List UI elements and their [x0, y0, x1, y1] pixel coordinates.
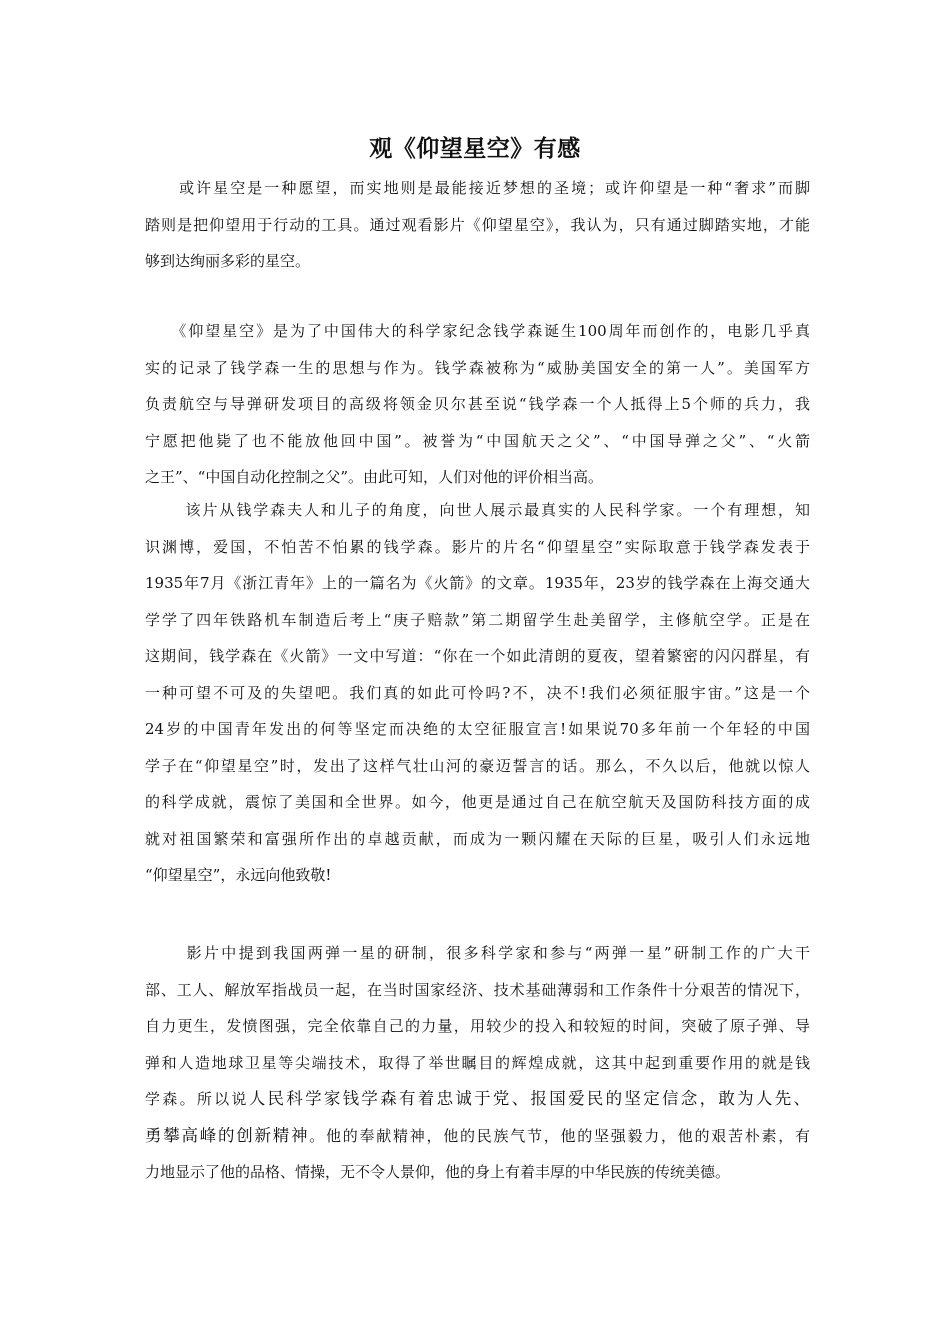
paragraph-line: 够到达绚丽多彩的星空。 [145, 252, 311, 270]
paragraph-line: 识渊博，爱国，不怕苦不怕累的钱学森。影片的片名“仰望星空”实际取意于钱学森发表于 [145, 537, 810, 556]
paragraph-line: 的科学成就，震惊了美国和全世界。如今，他更是通过自己在航空航天及国防科技方面的成 [145, 793, 810, 811]
paragraph-line: 一种可望不可及的失望吧。我们真的如此可怜吗?不，决不!我们必须征服宇宙。”这是一个 [145, 683, 810, 702]
paragraph-line: 该片从钱学森夫人和儿子的角度，向世人展示最真实的人民科学家。一个有理想，知 [145, 501, 810, 519]
paragraph-text: 。他的奉献精神，他的民族气节，他的坚强毅力，他的艰苦朴素，有 [309, 1126, 810, 1145]
paragraph-line: “仰望星空”，永远向他致敬! [145, 866, 332, 884]
paragraph-line: 学学了四年铁路机车制造后考上“庚子赔款”第二期留学生赴美留学，主修航空学。正是在 [145, 610, 810, 629]
paragraph-line: 《仰望星空》是为了中国伟大的科学家纪念钱学森诞生100周年而创作的，电影几乎真 [145, 322, 810, 340]
paragraph-2 [145, 313, 810, 496]
emphasized-text: 人民科学家钱学森有着忠诚于党、报国爱民的坚定信念，敢为人先、 [248, 1089, 810, 1108]
paragraph-line: 负责航空与导弹研发项目的高级将领金贝尔甚至说“钱学森一个人抵得上5个师的兵力，我 [145, 395, 810, 413]
paragraph-line-mixed [145, 1081, 810, 1118]
emphasized-text: 勇攀高峰的创新精神 [145, 1125, 310, 1145]
paragraph-line: 就对祖国繁荣和富强所作出的卓越贡献，而成为一颗闪耀在天际的巨星，吸引人们永远地 [145, 829, 810, 848]
paragraph-line-mixed [145, 1118, 810, 1155]
document-title: 观《仰望星空》有感 [369, 135, 581, 162]
paragraph-line: 弹和人造地球卫星等尖端技术，取得了举世瞩目的辉煌成就，这其中起到重要作用的就是钱 [145, 1053, 810, 1072]
paragraph-line: 24岁的中国青年发出的何等坚定而决绝的太空征服宣言!如果说70多年前一个年轻的中国 [145, 720, 810, 738]
paragraph-line: 自力更生，发愤图强，完全依靠自己的力量，用较少的投入和较短的时间，突破了原子弹、导 [145, 1017, 810, 1035]
paragraph-line: 踏则是把仰望用于行动的工具。通过观看影片《仰望星空》，我认为，只有通过脚踏实地，才能 [145, 215, 810, 234]
paragraph-line: 学子在“仰望星空”时，发出了这样气壮山河的豪迈誓言的话。那么，不久以后，他就以惊人 [145, 756, 810, 775]
paragraph-line: 这期间，钱学森在《火箭》一文中写道：“你在一个如此清朗的夏夜，望着繁密的闪闪群星，有 [145, 647, 810, 665]
paragraph-line: 部、工人、解放军指战员一起，在当时国家经济、技术基础薄弱和工作条件十分艰苦的情况下， [145, 980, 810, 999]
paragraph-line: 宁愿把他毙了也不能放他回中国”。被誉为“中国航天之父”、“中国导弹之父”、“火箭 [145, 431, 810, 450]
paragraph-line: 1935年7月《浙江青年》上的一篇名为《火箭》的文章。1935年，23岁的钱学森在上海交通大 [145, 574, 810, 592]
paragraph-line: 或许星空是一种愿望，而实地则是最能接近梦想的圣境；或许仰望是一种“奢求”而脚 [145, 179, 810, 197]
paragraph-1 [145, 170, 810, 280]
paragraph-3 [145, 492, 810, 894]
paragraph-line: 之王”、“中国自动化控制之父”。由此可知，人们对他的评价相当高。 [145, 468, 604, 486]
paragraph-line: 力地显示了他的品格、情操，无不令人景仰，他的身上有着丰厚的中华民族的传统美德。 [145, 1163, 731, 1181]
paragraph-line: 影片中提到我国两弹一星的研制，很多科学家和参与“两弹一星”研制工作的广大干 [145, 944, 810, 962]
paragraph-text: 学森。所以说 [145, 1090, 249, 1108]
paragraph-line: 实的记录了钱学森一生的思想与作为。钱学森被称为“威胁美国安全的第一人”。美国军方 [145, 358, 810, 377]
paragraph-4 [145, 935, 810, 1191]
